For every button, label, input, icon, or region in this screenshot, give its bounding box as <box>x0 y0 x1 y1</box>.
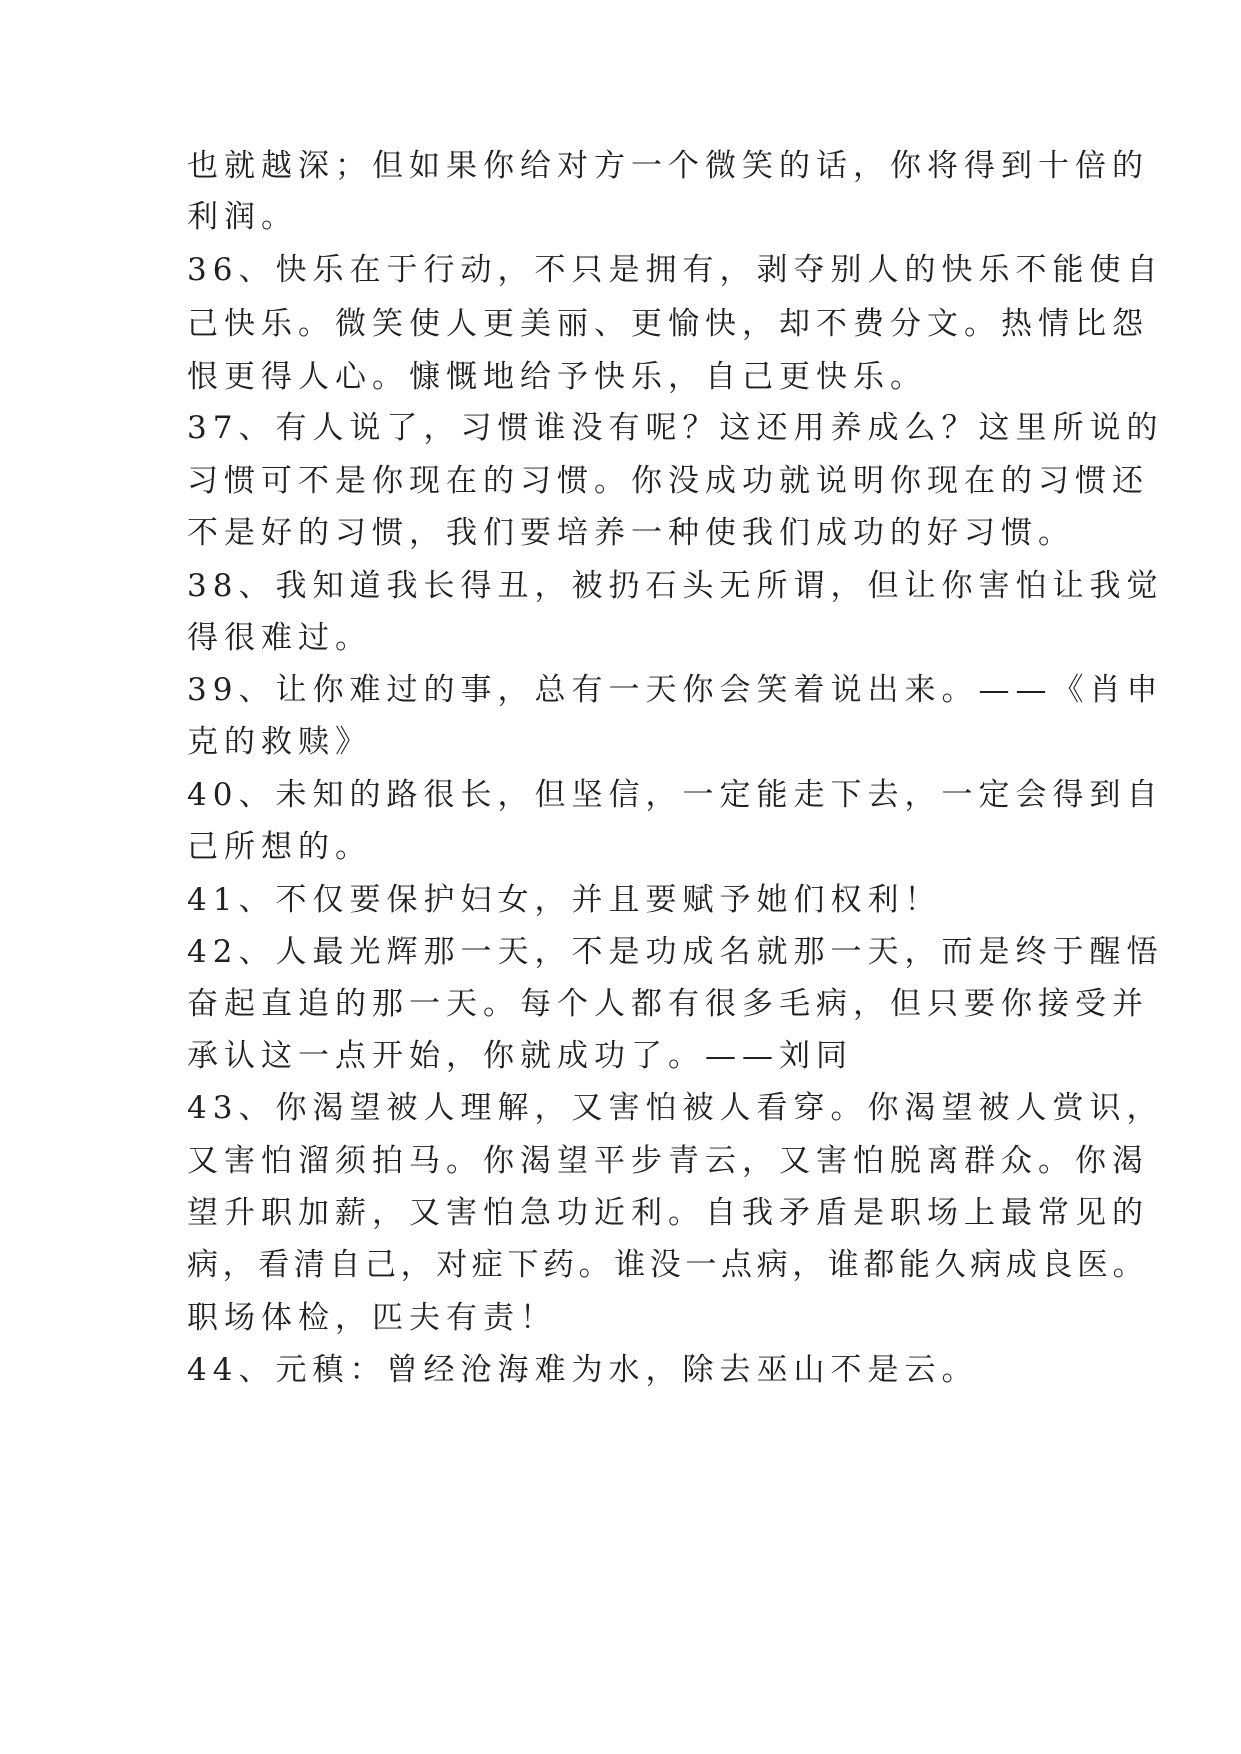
text-line: 利润。 <box>187 199 298 235</box>
text-line: 望升职加薪，又害怕急功近利。自我矛盾是职场上最常见的 <box>187 1195 1149 1231</box>
text-line: 40、未知的路很长，但坚信，一定能走下去，一定会得到自 <box>187 777 1164 813</box>
text-line: 职场体检，匹夫有责！ <box>187 1300 557 1336</box>
text-line: 41、不仅要保护妇女，并且要赋予她们权利！ <box>187 882 942 918</box>
text-line: 承认这一点开始，你就成功了。——刘同 <box>187 1038 853 1074</box>
text-line: 39、让你难过的事，总有一天你会笑着说出来。——《肖申 <box>187 672 1164 708</box>
text-line: 习惯可不是你现在的习惯。你没成功就说明你现在的习惯还 <box>187 463 1149 499</box>
text-line: 奋起直追的那一天。每个人都有很多毛病，但只要你接受并 <box>187 986 1149 1022</box>
text-line: 病，看清自己，对症下药。谁没一点病，谁都能久病成良医。 <box>187 1247 1149 1283</box>
text-line: 也就越深；但如果你给对方一个微笑的话，你将得到十倍的 <box>187 148 1149 184</box>
text-line: 38、我知道我长得丑，被扔石头无所谓，但让你害怕让我觉 <box>187 568 1164 604</box>
text-line: 得很难过。 <box>187 620 372 656</box>
text-line: 43、你渴望被人理解，又害怕被人看穿。你渴望被人赏识， <box>187 1090 1164 1126</box>
text-line: 己快乐。微笑使人更美丽、更愉快，却不费分文。热情比怨 <box>187 306 1149 342</box>
text-line: 37、有人说了，习惯谁没有呢？这还用养成么？这里所说的 <box>187 410 1164 446</box>
text-line: 己所想的。 <box>187 829 372 865</box>
text-line: 克的救赎》 <box>187 724 372 760</box>
text-line: 42、人最光辉那一天，不是功成名就那一天，而是终于醒悟 <box>187 934 1164 970</box>
text-line: 36、快乐在于行动，不只是拥有，剥夺别人的快乐不能使自 <box>187 252 1164 288</box>
text-line: 恨更得人心。慷慨地给予快乐，自己更快乐。 <box>187 359 927 395</box>
text-line: 不是好的习惯，我们要培养一种使我们成功的好习惯。 <box>187 515 1075 551</box>
text-line: 44、元稹：曾经沧海难为水，除去巫山不是云。 <box>187 1352 979 1388</box>
text-line: 又害怕溜须拍马。你渴望平步青云，又害怕脱离群众。你渴 <box>187 1143 1149 1179</box>
